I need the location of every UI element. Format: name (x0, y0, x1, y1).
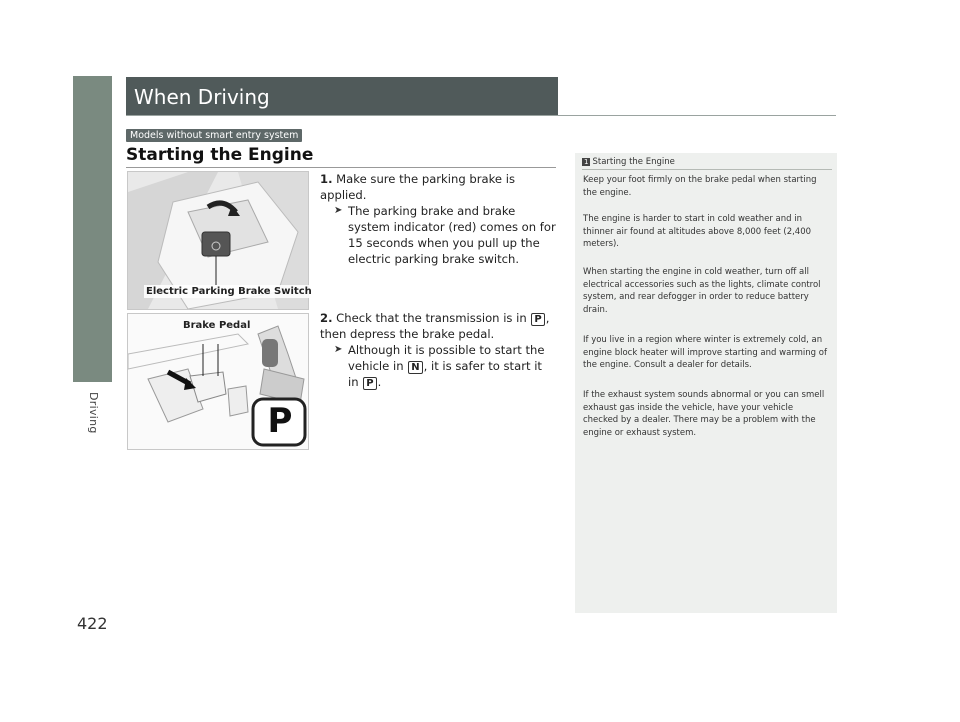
section-title: When Driving (134, 85, 270, 109)
page-heading: Starting the Engine (126, 145, 314, 165)
step-1-number: 1. (320, 172, 333, 186)
brake-pedal-illustration (127, 313, 309, 450)
gear-p-key-2: P (363, 377, 376, 390)
double-arrow-icon: ➤ (334, 205, 343, 216)
step-1-sub (334, 203, 556, 267)
info-divider (582, 169, 832, 170)
info-paragraph: When starting the engine in cold weather, turn off all electrical accessories such as the lights, climate control system, and rear defogger in order to reduce battery drain. (583, 267, 821, 315)
gear-n-key: N (408, 361, 422, 374)
page-number: 422 (77, 614, 108, 633)
step-2-number: 2. (320, 311, 333, 325)
step-1-line (320, 171, 556, 203)
info-paragraph: The engine is harder to start in cold weather and in thinner air found at altitudes above 8,000 feet (2,400 meters). (583, 214, 812, 249)
step-1-text: Make sure the parking brake is applied. (320, 172, 515, 202)
model-badge: Models without smart entry system (126, 129, 302, 142)
step-2-sub-b: , it is safer to start it in (348, 359, 542, 389)
info-paragraph: If the exhaust system sounds abnormal or you can smell exhaust gas inside the vehicle, have your vehicle checked by a dealer. There may be a problem with the engine or exhaust system. (583, 390, 825, 438)
section-divider (126, 115, 836, 116)
chapter-side-label: Driving (87, 392, 100, 434)
parking-brake-switch-caption: Electric Parking Brake Switch (146, 286, 312, 297)
reference-mark: 1 (584, 158, 589, 166)
step-2-line (320, 310, 556, 342)
brake-pedal-caption: Brake Pedal (183, 320, 251, 331)
step-2 (320, 310, 556, 390)
park-letter: P (267, 401, 293, 441)
info-paragraph: If you live in a region where winter is extremely cold, an engine block heater will improve starting and warming of the engine. Consult a dealer for details. (583, 335, 827, 370)
info-heading (582, 157, 675, 167)
info-paragraph: Keep your foot firmly on the brake pedal when starting the engine. (583, 175, 817, 198)
step-2-text-b: , then depress the brake pedal. (320, 311, 550, 341)
gear-p-key: P (531, 313, 544, 326)
step-2-sub-a: Although it is possible to start the vehicle in (348, 343, 545, 373)
step-2-text-a: Check that the transmission is in (336, 311, 527, 325)
step-1 (320, 171, 556, 267)
section-title-bar (126, 77, 558, 115)
double-arrow-icon: ➤ (334, 344, 343, 355)
chapter-side-tab (73, 76, 112, 382)
heading-divider (126, 167, 556, 168)
step-2-sub-c: . (377, 375, 382, 389)
info-title: Starting the Engine (592, 157, 675, 167)
step-1-sub-text: The parking brake and brake system indicator (red) comes on for 15 seconds when you pull up the electric parking brake switch. (348, 204, 556, 266)
step-2-sub (334, 342, 556, 390)
step-2-sub-text (348, 342, 556, 390)
